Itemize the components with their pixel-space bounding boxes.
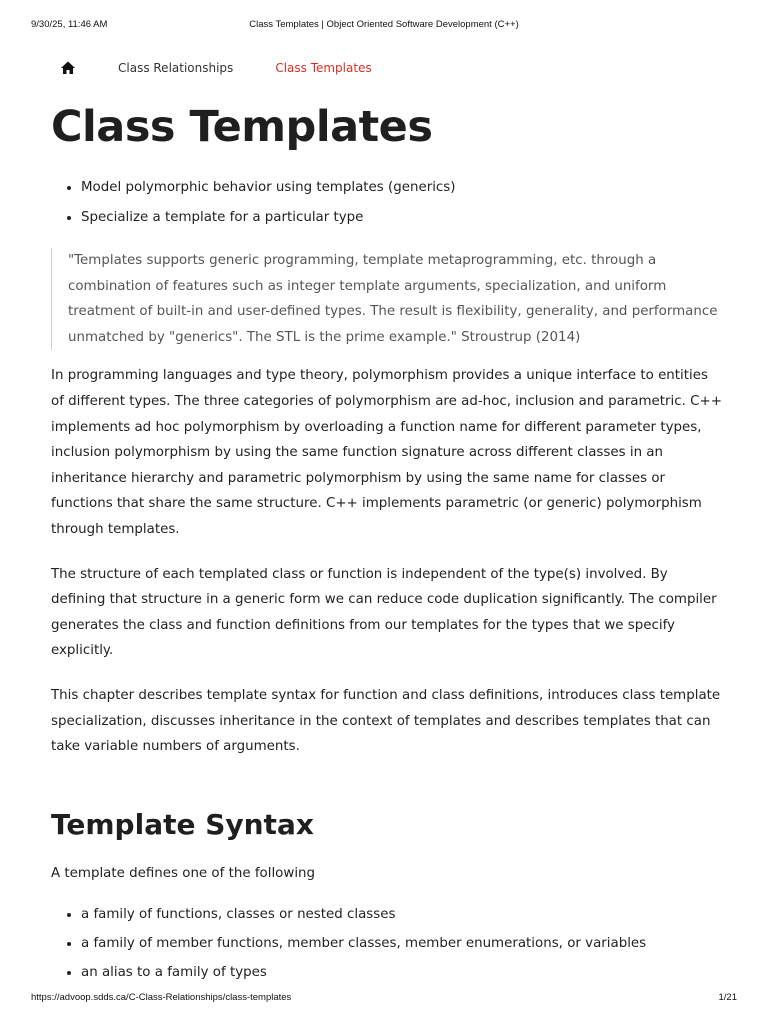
breadcrumb-class-templates[interactable]: Class Templates [275, 61, 372, 75]
stroustrup-quote [51, 248, 723, 350]
print-footer [0, 992, 768, 1006]
quote-text: "Templates supports generic programming, template metaprogramming, etc. through a combination of features such as integer template arguments, specialization, and uniform treatment of built-in and user-defined types. The result is flexibility, generality, and performance unmatched by "generics". The STL is the prime example." Stroustrup (2014) [68, 253, 718, 345]
section-heading-template-syntax: Template Syntax [51, 807, 314, 841]
paragraph-polymorphism: In programming languages and type theory, polymorphism provides a unique interface to entities of different types. The three categories of polymorphism are ad-hoc, inclusion and parametric. C++ implements ad hoc polymorphism by overloading a function name for different parameter types, inclusion polymorphism by using the same function signature across different classes in an inheritance hierarchy and parametric polymorphism by using the same name for classes or functions that share the same structure. C++ implements parametric (or generic) polymorphism through templates. [51, 368, 722, 537]
list-item: • Specialize a template for a particular type [81, 208, 723, 228]
page-title: Class Templates [51, 102, 433, 152]
objectives-list [51, 178, 723, 228]
list-item: • an alias to a family of types [81, 963, 723, 983]
list-item: • a family of functions, classes or nested classes [81, 905, 723, 925]
print-url: https://advoop.sdds.ca/C-Class-Relationships/class-templates [31, 992, 292, 1003]
breadcrumb-class-relationships[interactable]: Class Relationships [118, 61, 234, 75]
list-item: • Model polymorphic behavior using templates (generics) [81, 178, 723, 198]
template-kinds-list [51, 905, 723, 983]
list-item: • a family of member functions, member classes, member enumerations, or variables [81, 934, 723, 954]
breadcrumb [60, 58, 372, 78]
home-icon[interactable] [60, 60, 76, 76]
print-document-title: Class Templates | Object Oriented Software Development (C++) [249, 19, 519, 30]
page-indicator: 1/21 [718, 992, 737, 1003]
print-datetime: 9/30/25, 11:46 AM [31, 19, 108, 30]
print-header [0, 19, 768, 33]
main-content [51, 96, 723, 983]
paragraph-chapter-overview: This chapter describes template syntax for function and class definitions, introduces class template specialization, discusses inheritance in the context of templates and describes templates that can take variable numbers of arguments. [51, 687, 721, 755]
paragraph-structure: The structure of each templated class or function is independent of the type(s) involved. By defining that structure in a generic form we can reduce code duplication significantly. The compiler generates the class and function definitions from our templates for the types that we specify explicitly. [51, 566, 717, 659]
section-intro: A template defines one of the following [51, 865, 316, 881]
